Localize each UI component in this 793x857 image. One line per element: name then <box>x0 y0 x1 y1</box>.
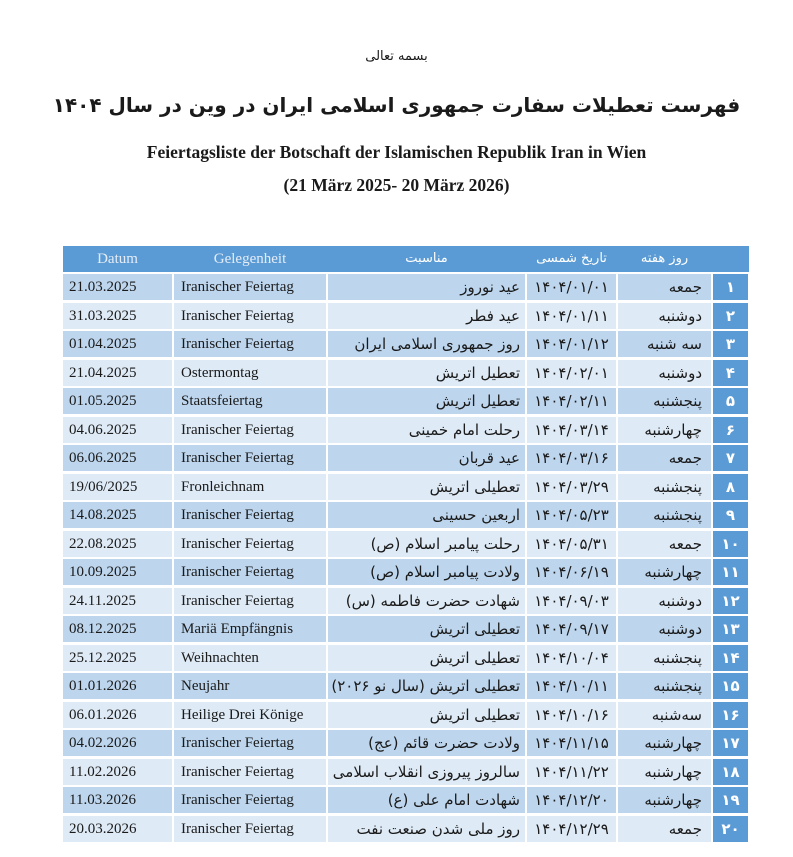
table-header-row <box>63 246 749 272</box>
cell-row-number: ۳ <box>713 331 748 357</box>
cell-row-number: ۵ <box>713 388 748 414</box>
date-range-subtitle: (21 März 2025- 20 März 2026) <box>283 175 510 195</box>
cell-occasion: تعطیلی اتریش (سال نو ۲۰۲۶) <box>328 673 525 699</box>
cell-gelegenheit: Iranischer Feiertag <box>174 588 326 614</box>
cell-weekday: چهارشنبه <box>618 759 711 785</box>
cell-gelegenheit: Weihnachten <box>174 645 326 671</box>
cell-row-number: ۹ <box>713 502 748 528</box>
cell-gelegenheit: Neujahr <box>174 673 326 699</box>
cell-gelegenheit: Iranischer Feiertag <box>174 445 326 471</box>
cell-row-number: ۱۷ <box>713 730 748 756</box>
cell-occasion: تعطیل اتریش <box>328 360 525 386</box>
cell-gelegenheit: Iranischer Feiertag <box>174 502 326 528</box>
cell-weekday: چهارشنبه <box>618 787 711 813</box>
cell-datum: 31.03.2025 <box>63 303 172 329</box>
column-header-number <box>713 246 748 272</box>
cell-occasion: عید فطر <box>328 303 525 329</box>
cell-solar-date: ۱۴۰۴/۰۵/۳۱ <box>527 531 616 557</box>
cell-weekday: چهارشنبه <box>618 730 711 756</box>
cell-weekday: دوشنبه <box>618 616 711 642</box>
cell-solar-date: ۱۴۰۴/۰۹/۱۷ <box>527 616 616 642</box>
cell-datum: 06.06.2025 <box>63 445 172 471</box>
cell-datum: 19/06/2025 <box>63 474 172 500</box>
table-row <box>63 559 749 585</box>
cell-datum: 11.03.2026 <box>63 787 172 813</box>
cell-gelegenheit: Iranischer Feiertag <box>174 417 326 443</box>
table-row <box>63 445 749 471</box>
cell-weekday: پنجشنبه <box>618 388 711 414</box>
table-row <box>63 531 749 557</box>
table-row <box>63 787 749 813</box>
cell-occasion: شهادت حضرت فاطمه (س) <box>328 588 525 614</box>
table-row <box>63 274 749 300</box>
cell-gelegenheit: Iranischer Feiertag <box>174 730 326 756</box>
cell-solar-date: ۱۴۰۴/۰۱/۱۱ <box>527 303 616 329</box>
cell-gelegenheit: Iranischer Feiertag <box>174 274 326 300</box>
column-header-gelegenheit: Gelegenheit <box>213 251 287 267</box>
table-row <box>63 816 749 842</box>
cell-weekday: سه‌شنبه <box>618 702 711 728</box>
table-row <box>63 360 749 386</box>
cell-solar-date: ۱۴۰۴/۰۱/۱۲ <box>527 331 616 357</box>
cell-datum: 01.01.2026 <box>63 673 172 699</box>
cell-datum: 01.05.2025 <box>63 388 172 414</box>
cell-weekday: پنجشنبه <box>618 645 711 671</box>
column-header-solar-date: تاریخ شمسی <box>536 251 607 266</box>
cell-datum: 25.12.2025 <box>63 645 172 671</box>
table-row <box>63 474 749 500</box>
cell-occasion: اربعین حسینی <box>328 502 525 528</box>
cell-row-number: ۶ <box>713 417 748 443</box>
cell-datum: 22.08.2025 <box>63 531 172 557</box>
cell-row-number: ۱۴ <box>713 645 748 671</box>
cell-solar-date: ۱۴۰۴/۰۶/۱۹ <box>527 559 616 585</box>
cell-row-number: ۱۰ <box>713 531 748 557</box>
cell-weekday: دوشنبه <box>618 303 711 329</box>
cell-gelegenheit: Fronleichnam <box>174 474 326 500</box>
cell-datum: 04.02.2026 <box>63 730 172 756</box>
table-row <box>63 502 749 528</box>
cell-weekday: جمعه <box>618 445 711 471</box>
cell-occasion: عید نوروز <box>328 274 525 300</box>
cell-weekday: چهارشنبه <box>618 417 711 443</box>
cell-datum: 06.01.2026 <box>63 702 172 728</box>
cell-solar-date: ۱۴۰۴/۰۳/۱۴ <box>527 417 616 443</box>
table-row <box>63 702 749 728</box>
cell-weekday: جمعه <box>618 274 711 300</box>
cell-gelegenheit: Mariä Empfängnis <box>174 616 326 642</box>
cell-row-number: ۱۵ <box>713 673 748 699</box>
cell-weekday: دوشنبه <box>618 588 711 614</box>
cell-solar-date: ۱۴۰۴/۱۱/۲۲ <box>527 759 616 785</box>
cell-row-number: ۱ <box>713 274 748 300</box>
cell-solar-date: ۱۴۰۴/۰۱/۰۱ <box>527 274 616 300</box>
cell-gelegenheit: Iranischer Feiertag <box>174 331 326 357</box>
table-row <box>63 331 749 357</box>
cell-datum: 11.02.2026 <box>63 759 172 785</box>
column-header-datum: Datum <box>97 251 138 267</box>
cell-row-number: ۱۶ <box>713 702 748 728</box>
cell-gelegenheit: Ostermontag <box>174 360 326 386</box>
cell-solar-date: ۱۴۰۴/۱۱/۱۵ <box>527 730 616 756</box>
cell-row-number: ۲۰ <box>713 816 748 842</box>
cell-solar-date: ۱۴۰۴/۱۲/۲۰ <box>527 787 616 813</box>
cell-gelegenheit: Iranischer Feiertag <box>174 787 326 813</box>
cell-occasion: رحلت امام خمینی <box>328 417 525 443</box>
cell-gelegenheit: Iranischer Feiertag <box>174 759 326 785</box>
table-row <box>63 759 749 785</box>
cell-weekday: پنجشنبه <box>618 502 711 528</box>
cell-occasion: تعطیل اتریش <box>328 388 525 414</box>
cell-occasion: تعطیلی اتریش <box>328 474 525 500</box>
cell-gelegenheit: Heilige Drei Könige <box>174 702 326 728</box>
cell-weekday: پنجشنبه <box>618 673 711 699</box>
cell-solar-date: ۱۴۰۴/۰۳/۱۶ <box>527 445 616 471</box>
cell-datum: 04.06.2025 <box>63 417 172 443</box>
cell-datum: 08.12.2025 <box>63 616 172 642</box>
cell-solar-date: ۱۴۰۴/۰۵/۲۳ <box>527 502 616 528</box>
persian-title: فهرست تعطیلات سفارت جمهوری اسلامی ایران در وین در سال ۱۴۰۴ <box>52 93 741 117</box>
cell-solar-date: ۱۴۰۴/۱۰/۱۶ <box>527 702 616 728</box>
cell-row-number: ۱۱ <box>713 559 748 585</box>
cell-occasion: روز جمهوری اسلامی ایران <box>328 331 525 357</box>
cell-occasion: روز ملی شدن صنعت نفت <box>328 816 525 842</box>
column-header-occasion: مناسبت <box>405 251 448 266</box>
cell-row-number: ۴ <box>713 360 748 386</box>
table-row <box>63 673 749 699</box>
cell-occasion: رحلت پیامبر اسلام (ص) <box>328 531 525 557</box>
cell-gelegenheit: Iranischer Feiertag <box>174 531 326 557</box>
cell-occasion: شهادت امام علی (ع) <box>328 787 525 813</box>
cell-row-number: ۷ <box>713 445 748 471</box>
cell-occasion: سالروز پیروزی انقلاب اسلامی <box>328 759 525 785</box>
cell-gelegenheit: Staatsfeiertag <box>174 388 326 414</box>
cell-occasion: ولادت پیامبر اسلام (ص) <box>328 559 525 585</box>
cell-datum: 21.04.2025 <box>63 360 172 386</box>
holiday-table <box>63 246 749 842</box>
table-row <box>63 303 749 329</box>
cell-occasion: ولادت حضرت قائم (عج) <box>328 730 525 756</box>
cell-row-number: ۲ <box>713 303 748 329</box>
cell-solar-date: ۱۴۰۴/۰۹/۰۳ <box>527 588 616 614</box>
cell-datum: 14.08.2025 <box>63 502 172 528</box>
cell-occasion: تعطیلی اتریش <box>328 616 525 642</box>
cell-weekday: دوشنبه <box>618 360 711 386</box>
cell-row-number: ۱۲ <box>713 588 748 614</box>
table-row <box>63 388 749 414</box>
cell-weekday: جمعه <box>618 816 711 842</box>
cell-weekday: چهارشنبه <box>618 559 711 585</box>
table-row <box>63 616 749 642</box>
cell-occasion: تعطیلی اتریش <box>328 645 525 671</box>
cell-solar-date: ۱۴۰۴/۱۲/۲۹ <box>527 816 616 842</box>
bismillah-text: بسمه تعالی <box>365 49 428 64</box>
german-title: Feiertagsliste der Botschaft der Islamischen Republik Iran in Wien <box>146 142 647 162</box>
table-body <box>63 274 749 841</box>
cell-solar-date: ۱۴۰۴/۱۰/۰۴ <box>527 645 616 671</box>
cell-datum: 24.11.2025 <box>63 588 172 614</box>
cell-solar-date: ۱۴۰۴/۰۲/۰۱ <box>527 360 616 386</box>
table-row <box>63 645 749 671</box>
cell-gelegenheit: Iranischer Feiertag <box>174 303 326 329</box>
cell-weekday: سه شنبه <box>618 331 711 357</box>
cell-datum: 10.09.2025 <box>63 559 172 585</box>
cell-datum: 01.04.2025 <box>63 331 172 357</box>
cell-row-number: ۱۳ <box>713 616 748 642</box>
column-header-weekday: روز هفته <box>640 251 689 266</box>
cell-occasion: تعطیلی اتریش <box>328 702 525 728</box>
cell-row-number: ۸ <box>713 474 748 500</box>
cell-weekday: جمعه <box>618 531 711 557</box>
cell-row-number: ۱۸ <box>713 759 748 785</box>
cell-solar-date: ۱۴۰۴/۱۰/۱۱ <box>527 673 616 699</box>
cell-gelegenheit: Iranischer Feiertag <box>174 816 326 842</box>
cell-row-number: ۱۹ <box>713 787 748 813</box>
table-row <box>63 417 749 443</box>
table-row <box>63 730 749 756</box>
cell-weekday: پنجشنبه <box>618 474 711 500</box>
cell-solar-date: ۱۴۰۴/۰۳/۲۹ <box>527 474 616 500</box>
cell-solar-date: ۱۴۰۴/۰۲/۱۱ <box>527 388 616 414</box>
cell-datum: 20.03.2026 <box>63 816 172 842</box>
cell-occasion: عید قربان <box>328 445 525 471</box>
table-row <box>63 588 749 614</box>
cell-datum: 21.03.2025 <box>63 274 172 300</box>
cell-gelegenheit: Iranischer Feiertag <box>174 559 326 585</box>
